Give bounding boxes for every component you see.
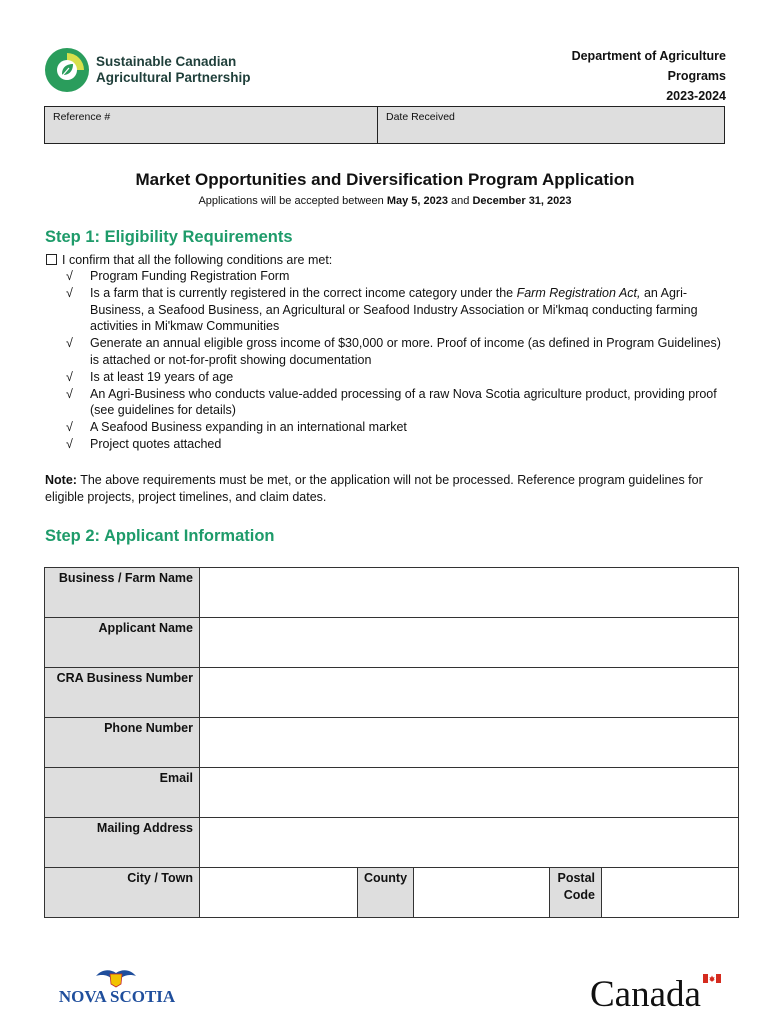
confirm-text: I confirm that all the following conditions are met:	[62, 253, 333, 267]
check-mark-icon: √	[66, 386, 73, 401]
confirm-line	[46, 252, 332, 269]
check-mark-icon: √	[66, 420, 73, 435]
list-item: √ Generate an annual eligible gross income of $30,000 or more. Proof of income (as defined in Program Guidelines) is attached or not-for-profit showing documentation	[66, 336, 721, 367]
note-text: The above requirements must be met, or the application will not be processed. Reference program guidelines for eligible projects, project timelines, and claim dates.	[45, 473, 703, 504]
table-row	[45, 718, 739, 768]
table-row	[45, 768, 739, 818]
reference-number-field[interactable]	[45, 107, 378, 143]
list-item: √ Is at least 19 years of age	[66, 369, 234, 384]
county-input[interactable]	[414, 868, 550, 918]
nova-scotia-logo	[46, 966, 188, 1006]
leaf-logo-icon	[44, 47, 90, 93]
subtitle-mid: and	[447, 195, 473, 207]
phone-number-label: Phone Number	[45, 718, 200, 768]
start-date: May 5, 2023	[386, 195, 448, 207]
table-row	[45, 818, 739, 868]
list-item: √ Program Funding Registration Form	[66, 269, 290, 283]
table-row	[45, 568, 739, 618]
email-label: Email	[45, 768, 200, 818]
logo-line-2: Agricultural Partnership	[96, 70, 251, 85]
applicant-name-input[interactable]	[200, 618, 739, 668]
postal-code-label: Postal Code	[550, 868, 602, 918]
date-received-label: Date Received	[386, 111, 455, 123]
table-row	[45, 668, 739, 718]
check-mark-icon: √	[66, 269, 73, 283]
cra-business-number-label: CRA Business Number	[45, 668, 200, 718]
check-mark-icon: √	[66, 369, 73, 384]
list-item: √ A Seafood Business expanding in an international market	[66, 420, 407, 435]
canada-wordmark	[588, 972, 728, 1012]
logo-line-1: Sustainable Canadian	[96, 54, 237, 69]
farm-registration-act: Farm Registration Act,	[516, 285, 641, 300]
check-mark-icon: √	[66, 285, 73, 300]
business-name-label: Business / Farm Name	[45, 568, 200, 618]
nova-scotia-shield-icon	[110, 974, 122, 987]
email-input[interactable]	[200, 768, 739, 818]
county-label: County	[358, 868, 414, 918]
note-paragraph	[45, 472, 725, 506]
table-row	[45, 618, 739, 668]
check-mark-icon: √	[66, 336, 73, 351]
department-heading	[572, 46, 726, 106]
check-mark-icon: √	[66, 436, 73, 451]
cra-business-number-input[interactable]	[200, 668, 739, 718]
city-town-input[interactable]	[200, 868, 358, 918]
date-received-field[interactable]	[378, 107, 724, 143]
business-name-input[interactable]	[200, 568, 739, 618]
page-title: Market Opportunities and Diversification Program Application	[135, 170, 635, 189]
canada-flag-icon	[703, 974, 721, 983]
canada-wordmark-text: Canada	[590, 974, 701, 1012]
reference-number-label: Reference #	[53, 111, 111, 123]
programs-label: Programs	[667, 69, 726, 83]
application-window	[0, 195, 770, 207]
eligibility-list	[62, 268, 727, 453]
nova-scotia-wordmark: NOVA SCOTIA	[58, 987, 176, 1006]
applicant-name-label: Applicant Name	[45, 618, 200, 668]
subtitle-prefix: Applications will be accepted between	[198, 195, 387, 207]
list-item: √ An Agri-Business who conducts value-added processing of a raw Nova Scotia agriculture product, providing proof (see guidelines for details)	[66, 386, 717, 418]
list-item: √ Is a farm that is currently registered in the correct income category under the Farm Registration Act, an Agri-Business, a Seafood Business, an Agricultural or Seafood Industry Association or Mi'kmaq conducting farming activities in Mi'kmaw Communities	[66, 285, 698, 334]
sustainable-canadian-agricultural-partnership-logo	[44, 46, 264, 94]
end-date: December 31, 2023	[472, 195, 572, 207]
mailing-address-input[interactable]	[200, 818, 739, 868]
phone-number-input[interactable]	[200, 718, 739, 768]
postal-code-input[interactable]	[602, 868, 739, 918]
applicant-info-table	[44, 567, 739, 918]
table-row	[45, 868, 739, 918]
reference-box	[44, 106, 725, 144]
department-name: Department of Agriculture	[571, 49, 726, 63]
note-label: Note:	[45, 473, 77, 487]
program-years: 2023-2024	[666, 89, 726, 103]
list-item: √ Project quotes attached	[66, 436, 222, 451]
mailing-address-label: Mailing Address	[45, 818, 200, 868]
step1-heading: Step 1: Eligibility Requirements	[45, 228, 293, 246]
step2-heading: Step 2: Applicant Information	[45, 527, 275, 545]
city-town-label: City / Town	[45, 868, 200, 918]
confirm-checkbox[interactable]	[46, 254, 57, 265]
